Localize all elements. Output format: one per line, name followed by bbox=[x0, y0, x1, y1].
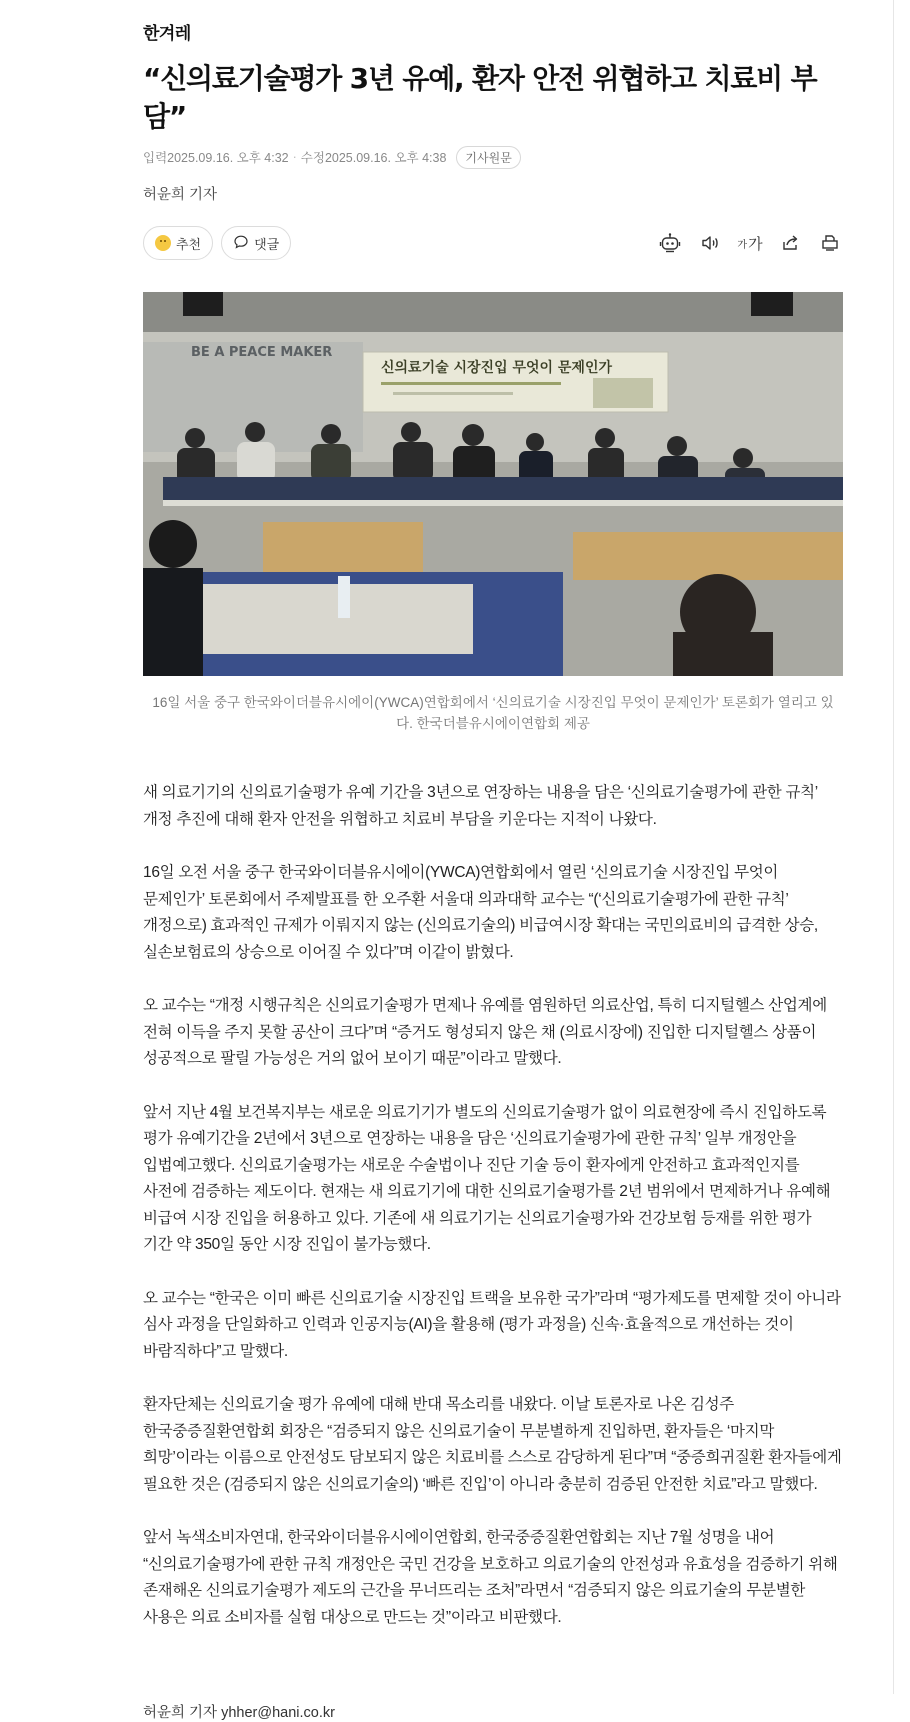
original-article-button[interactable]: 기사원문 bbox=[456, 146, 520, 169]
article-paragraph: 앞서 녹색소비자연대, 한국와이더블유시에이연합회, 한국중증질환연합회는 지난 7월 성명을 내어 “신의료기술평가에 관한 규칙 개정안은 국민 건강을 보호하고 의료기술의 안전성과 유효성을 검증하기 위해 존재해온 신의료기술평가 제도의 근간을 무너뜨리는 조처”라면서 “검증되지 않은 의료기술의 무분별한 사용은 의료 소비자를 실험 대상으로 만드는 것”이라고 비판했다. bbox=[143, 1529, 838, 1626]
article-meta bbox=[143, 145, 843, 169]
meta-separator: · bbox=[292, 150, 297, 164]
font-size-label: 가 bbox=[748, 235, 763, 253]
forum-photo-illustration bbox=[143, 292, 843, 676]
page-right-divider bbox=[893, 0, 894, 1694]
print-icon[interactable] bbox=[817, 230, 843, 256]
font-size-icon[interactable] bbox=[737, 230, 763, 256]
share-icon[interactable] bbox=[777, 230, 803, 256]
speaker-icon[interactable] bbox=[697, 230, 723, 256]
reaction-group bbox=[143, 226, 291, 260]
font-size-small-glyph: 가 bbox=[737, 239, 748, 251]
comment-icon bbox=[233, 234, 249, 253]
article-photo[interactable] bbox=[143, 292, 843, 676]
modified-time: 2025.09.16. 오후 4:38 bbox=[324, 151, 447, 165]
reporter-byline[interactable]: 허윤희 기자 bbox=[143, 187, 218, 203]
article-paragraph: 환자단체는 신의료기술 평가 유예에 대해 반대 목소리를 내왔다. 이날 토론자로 나온 김성주 한국중증질환연합회 회장은 “검증되지 않은 신의료기술이 무분별하게 진입하면, 환자들은 ‘마지막 희망’이라는 이름으로 안전성도 담보되지 않은 치료비를 스스로 감당하게 된다”며 “중증희귀질환 환자들에게 필요한 것은 (검증되지 않은 신의료기술의) ‘빠른 진입’이 아니라 충분히 검증된 안전한 치료”라고 말했다. bbox=[143, 1396, 842, 1493]
wall-text: BE A PEACE MAKER bbox=[191, 345, 333, 360]
article-paragraph: 새 의료기기의 신의료기술평가 유예 기간을 3년으로 연장하는 내용을 담은 ‘신의료기술평가에 관한 규칙’ 개정 추진에 대해 환자 안전을 위협하고 치료비 부담을 키운다는 지적이 나왔다. bbox=[143, 784, 818, 828]
article-paragraph: 오 교수는 “한국은 이미 빠른 신의료기술 시장진입 트랙을 보유한 국가”라며 “평가제도를 면제할 것이 아니라 심사 과정을 단일화하고 인력과 인공지능(AI)을 활용해 (평가 과정을) 신속·효율적으로 개선하는 것이 바람직하다”고 말했다. bbox=[143, 1289, 841, 1360]
reporter-footer[interactable]: 허윤희 기자 yhher@hani.co.kr bbox=[143, 1705, 335, 1721]
article bbox=[143, 0, 843, 1722]
smile-icon bbox=[155, 235, 171, 251]
input-label: 입력 bbox=[143, 151, 168, 165]
article-toolbar bbox=[143, 225, 843, 261]
recommend-button[interactable] bbox=[143, 226, 213, 260]
photo-caption: 16일 서울 중구 한국와이더블유시에이(YWCA)연합회에서 ‘신의료기술 시장진입 무엇이 문제인가’ 토론회가 열리고 있다. 한국더블유시에이연합회 제공 bbox=[152, 695, 834, 731]
press-logo[interactable]: 한겨레 bbox=[143, 24, 191, 44]
recommend-label: 추천 bbox=[176, 236, 202, 252]
article-paragraph: 16일 오전 서울 중구 한국와이더블유시에이(YWCA)연합회에서 열린 ‘신의료기술 시장진입 무엇이 문제인가’ 토론회에서 주제발표를 한 오주환 서울대 의과대학 교수는 “(‘신의료기술평가에 관한 규칙’ 개정으로) 효과적인 규제가 이뤄지지 않는 (신의료기술의) 비급여시장 확대는 국민의료비의 급격한 상승, 실손보험료의 상승으로 이어질 수 있다”며 이같이 밝혔다. bbox=[143, 864, 818, 961]
comment-label: 댓글 bbox=[254, 236, 280, 252]
modified-label: 수정 bbox=[300, 151, 325, 165]
ai-bot-icon[interactable] bbox=[657, 230, 683, 256]
article-headline: “신의료기술평가 3년 유예, 환자 안전 위협하고 치료비 부담” bbox=[143, 62, 817, 133]
article-paragraph: 앞서 지난 4월 보건복지부는 새로운 의료기기가 별도의 신의료기술평가 없이 의료현장에 즉시 진입하도록 평가 유예기간을 2년에서 3년으로 연장하는 내용을 담은 ‘신의료기술평가에 관한 규칙’ 일부 개정안을 입법예고했다. 신의료기술평가는 새로운 수술법이나 진단 기술 등이 환자에게 안전하고 효과적인지를 사전에 검증하는 제도이다. 현재는 새 의료기기에 대한 신의료기술평가를 2년 범위에서 면제하거나 유예해 비급여 시장 진입을 허용하고 있다. 기존에 새 의료기기는 신의료기술평가와 건강보험 등재를 위한 평가 기간 약 350일 동안 시장 진입이 불가능했다. bbox=[143, 1103, 831, 1253]
input-time: 2025.09.16. 오후 4:32 bbox=[167, 151, 289, 165]
article-body bbox=[143, 780, 843, 1631]
comment-button[interactable] bbox=[221, 226, 291, 260]
banner-title: 신의료기술 시장진입 무엇이 문제인가 bbox=[381, 360, 613, 376]
tool-icons bbox=[657, 230, 843, 256]
article-paragraph: 오 교수는 “개정 시행규칙은 신의료기술평가 면제나 유예를 염원하던 의료산업, 특히 디지털헬스 산업계에 전혀 이득을 주지 못할 공산이 크다”며 “증거도 형성되지 않은 채 (의료시장에) 진입한 디지털헬스 상품이 성공적으로 팔릴 가능성은 거의 없어 보이기 때문”이라고 말했다. bbox=[143, 997, 827, 1067]
